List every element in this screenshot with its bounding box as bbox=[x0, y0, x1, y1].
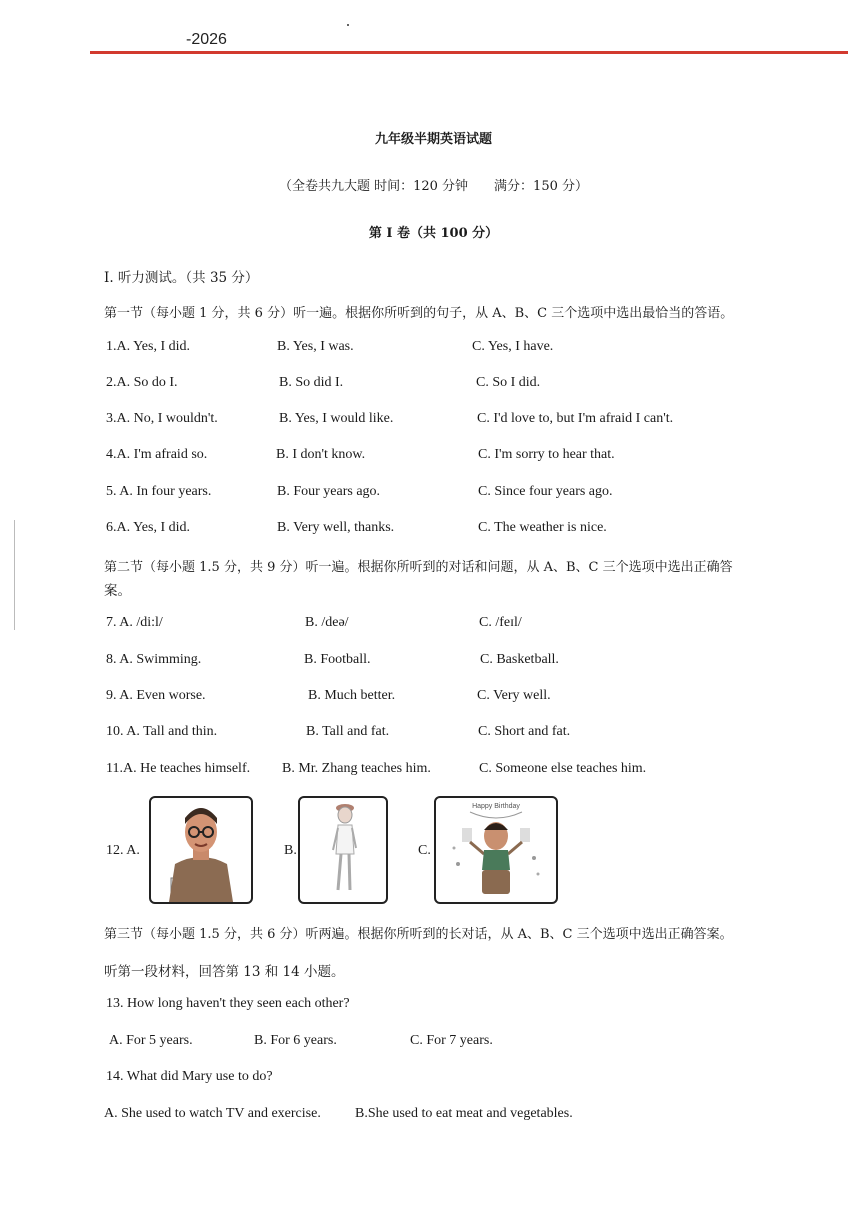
q3-option-a: 3.A. No, I wouldn't. bbox=[106, 411, 218, 426]
scan-margin-line bbox=[14, 520, 15, 630]
q7-option-c: C. /feɪl/ bbox=[479, 615, 522, 630]
exam-subtitle: （全卷共九大题 时间：120 分钟 满分：150 分） bbox=[278, 179, 589, 194]
section2-instruction-line1: 第二节（每小题 1.5 分，共 9 分）听一遍。根据你所听到的对话和问题，从 A、B、C 三个选项中选出正确答 bbox=[104, 560, 733, 575]
header-rule bbox=[90, 51, 848, 54]
q8-option-b: B. Football. bbox=[304, 652, 371, 667]
q10-option-c: C. Short and fat. bbox=[478, 724, 571, 739]
q1-option-b: B. Yes, I was. bbox=[277, 339, 354, 354]
q14-option-b: B.She used to eat meat and vegetables. bbox=[355, 1106, 573, 1121]
man-with-glasses-icon bbox=[151, 798, 251, 902]
q13-option-c: C. For 7 years. bbox=[410, 1033, 493, 1048]
q2-option-a: 2.A. So do I. bbox=[106, 375, 178, 390]
q6-option-a: 6.A. Yes, I did. bbox=[106, 520, 191, 535]
birthday-banner: Happy Birthday bbox=[472, 803, 520, 810]
q9-option-c: C. Very well. bbox=[477, 688, 551, 703]
q3-option-c: C. I'd love to, but I'm afraid I can't. bbox=[477, 411, 674, 426]
tall-thin-person-icon bbox=[300, 798, 386, 902]
q5-option-b: B. Four years ago. bbox=[277, 484, 381, 499]
q12-picture-a bbox=[149, 796, 253, 904]
section1-instruction: 第一节（每小题 1 分，共 6 分）听一遍。根据你所听到的句子，从 A、B、C 三个选项中选出最恰当的答语。 bbox=[104, 306, 734, 321]
q6-option-c: C. The weather is nice. bbox=[478, 520, 607, 535]
q14-stem: 14. What did Mary use to do? bbox=[106, 1069, 273, 1084]
q4-option-a: 4.A. I'm afraid so. bbox=[106, 447, 208, 462]
q4-option-c: C. I'm sorry to hear that. bbox=[478, 447, 615, 462]
q8-option-a: 8. A. Swimming. bbox=[106, 652, 202, 667]
part1-heading: I. 听力测试。（共 35 分） bbox=[104, 270, 259, 286]
q9-option-a: 9. A. Even worse. bbox=[106, 688, 206, 703]
q14-option-a: A. She used to watch TV and exercise. bbox=[104, 1106, 321, 1121]
q13-option-b: B. For 6 years. bbox=[254, 1033, 337, 1048]
q12-picture-b bbox=[298, 796, 388, 904]
q4-option-b: B. I don't know. bbox=[276, 447, 366, 462]
q13-option-a: A. For 5 years. bbox=[109, 1033, 193, 1048]
q12-label-b: B. bbox=[284, 843, 297, 858]
q5-option-c: C. Since four years ago. bbox=[478, 484, 613, 499]
q12-label-c: C. bbox=[418, 843, 431, 858]
section2-instruction-line2: 案。 bbox=[104, 583, 131, 599]
material1-instruction: 听第一段材料，回答第 13 和 14 小题。 bbox=[104, 964, 345, 980]
q11-option-a: 11.A. He teaches himself. bbox=[106, 761, 251, 776]
exam-title: 九年级半期英语试题 bbox=[374, 132, 492, 147]
q11-option-b: B. Mr. Zhang teaches him. bbox=[282, 761, 431, 776]
q7-option-b: B. /deə/ bbox=[305, 615, 349, 630]
q10-option-b: B. Tall and fat. bbox=[306, 724, 390, 739]
q5-option-a: 5. A. In four years. bbox=[106, 484, 212, 499]
q2-option-b: B. So did I. bbox=[279, 375, 344, 390]
q11-option-c: C. Someone else teaches him. bbox=[479, 761, 647, 776]
scan-speck bbox=[347, 24, 349, 26]
section3-instruction: 第三节（每小题 1.5 分，共 6 分）听两遍。根据你所听到的长对话，从 A、B、C 三个选项中选出正确答案。 bbox=[104, 927, 733, 942]
q6-option-b: B. Very well, thanks. bbox=[277, 520, 395, 535]
q8-option-c: C. Basketball. bbox=[480, 652, 559, 667]
q1-option-c: C. Yes, I have. bbox=[472, 339, 554, 354]
q7-option-a: 7. A. /di:l/ bbox=[106, 615, 163, 630]
header-year: -2026 bbox=[186, 31, 227, 48]
q13-stem: 13. How long haven't they seen each other? bbox=[106, 996, 350, 1011]
q12-picture-c bbox=[434, 796, 558, 904]
q2-option-c: C. So I did. bbox=[476, 375, 541, 390]
q9-option-b: B. Much better. bbox=[308, 688, 396, 703]
q12-label-a: 12. A. bbox=[106, 843, 140, 858]
q1-option-a: 1.A. Yes, I did. bbox=[106, 339, 191, 354]
birthday-boy-icon bbox=[436, 798, 556, 902]
exam-volume: 第 I 卷（共 100 分） bbox=[368, 226, 499, 241]
q3-option-b: B. Yes, I would like. bbox=[279, 411, 394, 426]
q10-option-a: 10. A. Tall and thin. bbox=[106, 724, 218, 739]
